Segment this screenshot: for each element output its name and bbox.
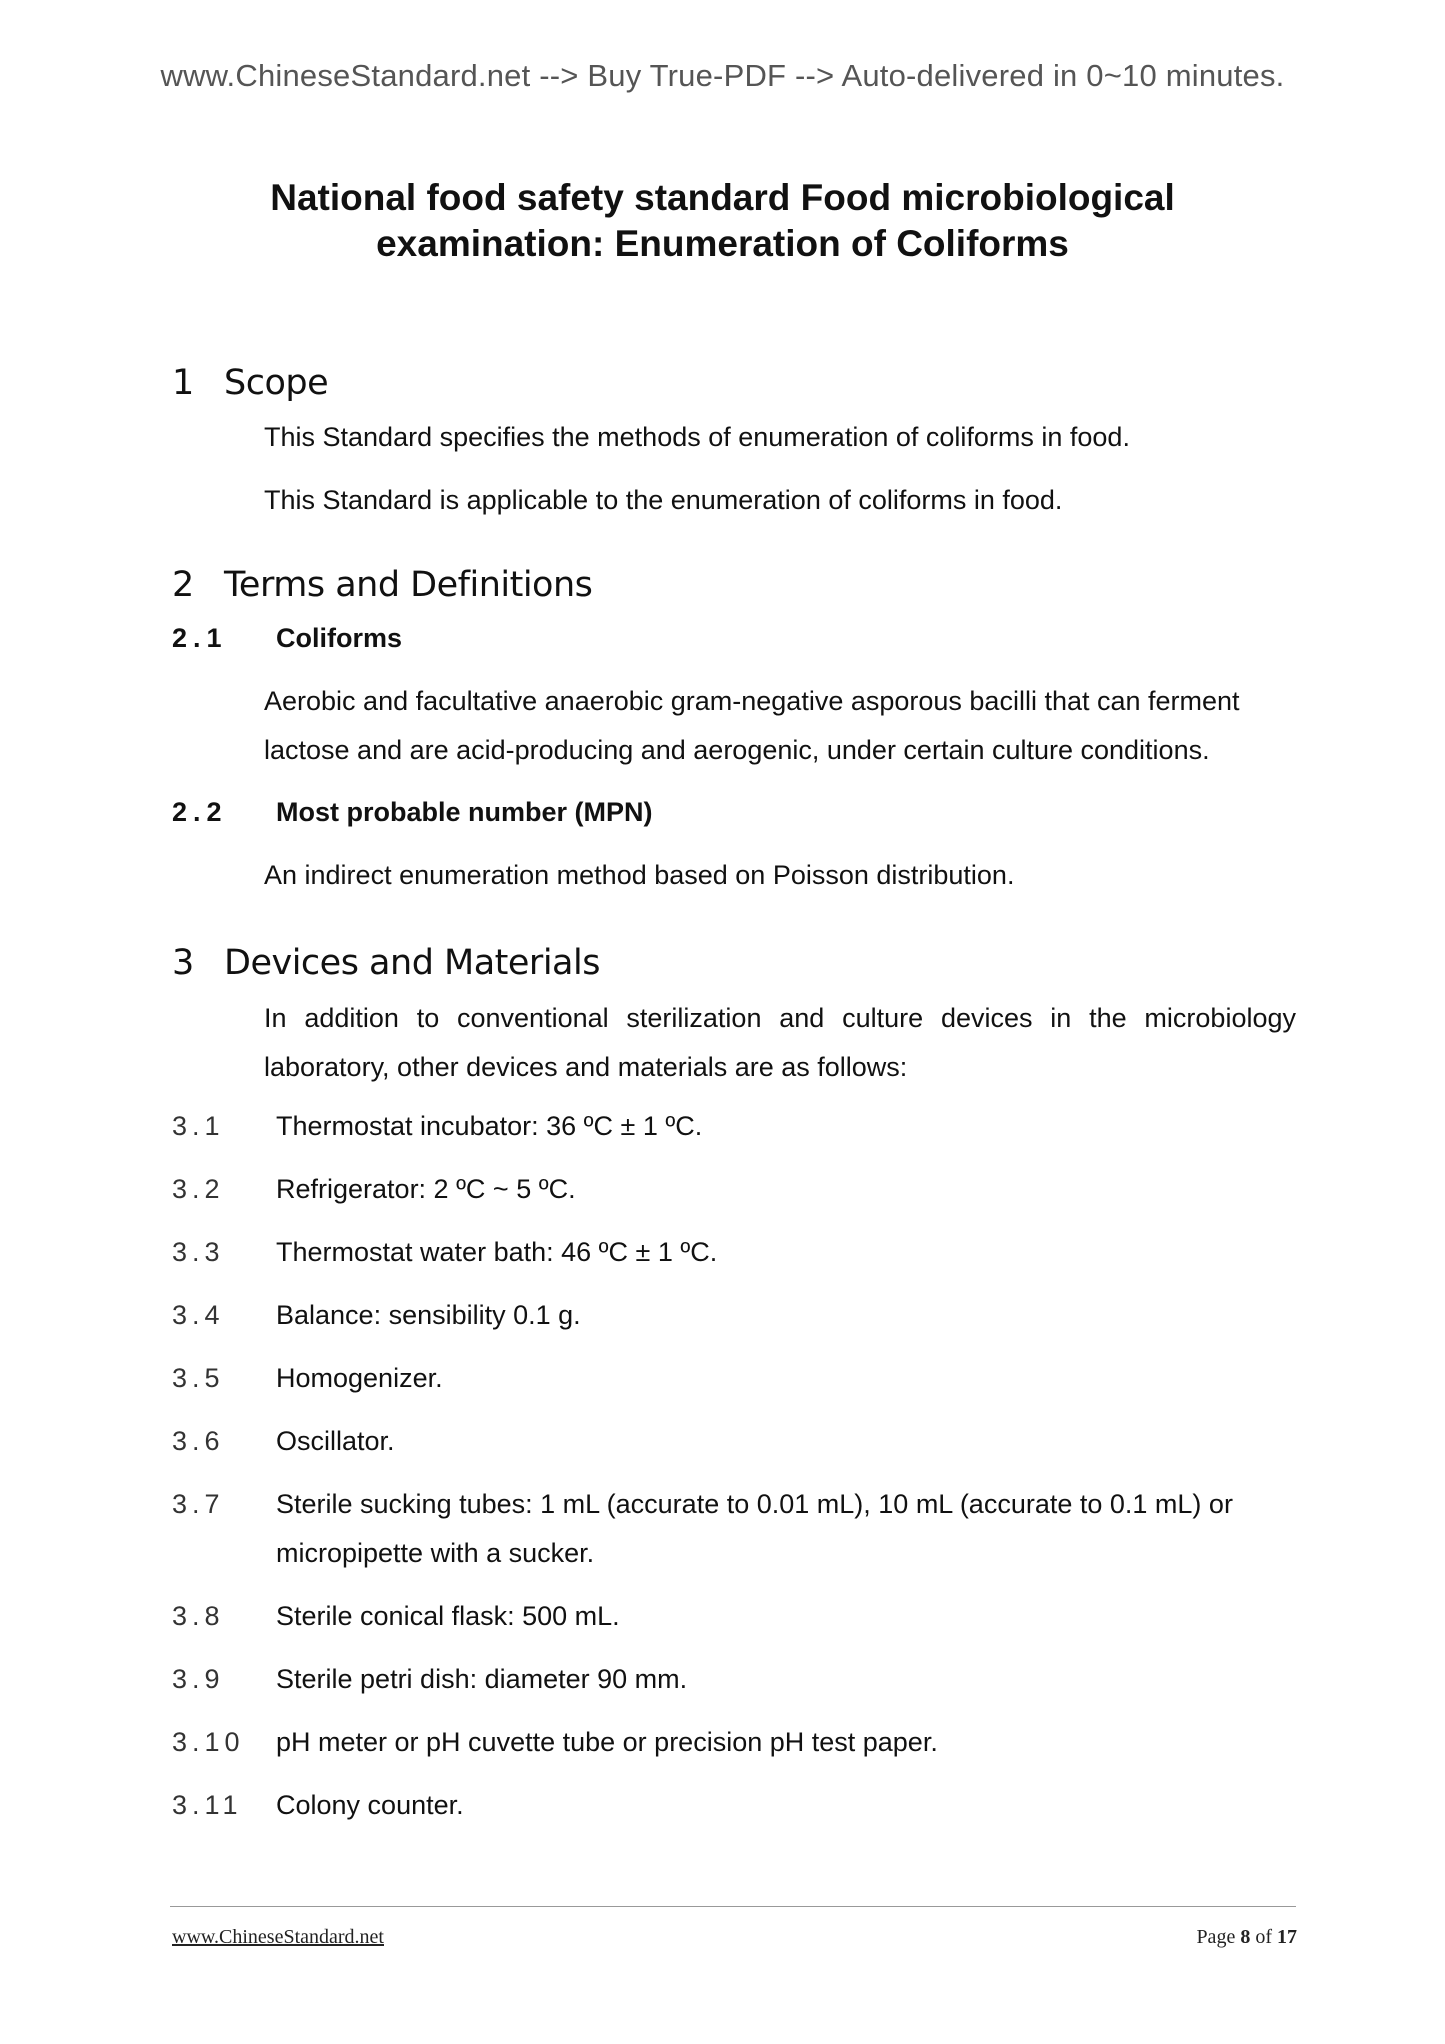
scope-paragraph-1: This Standard specifies the methods of enumeration of coliforms in food. [264, 422, 1130, 452]
list-item [172, 1102, 1296, 1151]
item-text: Homogenizer. [276, 1363, 443, 1393]
item-text: Thermostat incubator: 36 ºC ± 1 ºC. [276, 1111, 703, 1141]
section-title: Devices and Materials [224, 943, 600, 983]
page-label: Page [1196, 1926, 1236, 1948]
item-text: Oscillator. [276, 1426, 395, 1456]
item-text: Colony counter. [276, 1790, 464, 1820]
devices-intro: In addition to conventional sterilization and culture devices in the microbiology laboratory, other devices and materials are as follows: [264, 1003, 1296, 1082]
item-text: Sterile petri dish: diameter 90 mm. [276, 1664, 688, 1694]
footer-divider [170, 1906, 1296, 1907]
list-item [172, 1592, 1296, 1641]
item-number: 3.11 [172, 1790, 243, 1820]
list-item [172, 1165, 1296, 1214]
item-text: Sterile conical flask: 500 mL. [276, 1601, 620, 1631]
section-heading-scope [172, 362, 328, 404]
item-text: Refrigerator: 2 ºC ~ 5 ºC. [276, 1174, 576, 1204]
item-text: Balance: sensibility 0.1 g. [276, 1300, 581, 1330]
section-title: Scope [224, 363, 329, 403]
section-number: 1 [172, 363, 194, 403]
document-title-line-1: National food safety standard Food microbiological [270, 177, 1175, 218]
section-number: 2 [172, 565, 194, 605]
term-number: 2.1 [172, 623, 228, 653]
item-number: 3.10 [172, 1727, 245, 1757]
list-item [172, 1291, 1296, 1340]
term-definition-mpn: An indirect enumeration method based on Poisson distribution. [264, 860, 1015, 890]
term-title: Coliforms [276, 623, 403, 653]
item-number: 3.3 [172, 1237, 225, 1267]
footer-site-link[interactable]: www.ChineseStandard.net [172, 1926, 384, 1948]
document-title [0, 175, 1445, 267]
list-item [172, 1781, 1296, 1830]
item-text: pH meter or pH cuvette tube or precision pH test paper. [276, 1727, 938, 1757]
term-title: Most probable number (MPN) [276, 797, 653, 827]
section-heading-devices [172, 942, 600, 984]
list-item [172, 1228, 1296, 1277]
term-definition-coliforms: Aerobic and facultative anaerobic gram-negative asporous bacilli that can ferment lactose and are acid-producing and aerogenic, under certain culture conditions. [264, 686, 1240, 765]
list-item [172, 1718, 1296, 1767]
list-item [172, 1655, 1296, 1704]
item-number: 3.8 [172, 1601, 225, 1631]
section-number: 3 [172, 943, 194, 983]
page-total: 17 [1277, 1926, 1297, 1948]
item-number: 3.4 [172, 1300, 225, 1330]
item-number: 3.5 [172, 1363, 225, 1393]
term-heading-mpn [172, 795, 653, 829]
item-number: 3.7 [172, 1489, 225, 1519]
item-number: 3.1 [172, 1111, 225, 1141]
header-banner: www.ChineseStandard.net --> Buy True-PDF --> Auto-delivered in 0~10 minutes. [160, 58, 1285, 93]
list-item [172, 1417, 1296, 1466]
document-title-line-2: examination: Enumeration of Coliforms [376, 223, 1069, 264]
item-number: 3.2 [172, 1174, 225, 1204]
page-current: 8 [1240, 1926, 1251, 1948]
term-heading-coliforms [172, 621, 402, 655]
list-item [172, 1354, 1296, 1403]
item-text: Thermostat water bath: 46 ºC ± 1 ºC. [276, 1237, 718, 1267]
page-of: of [1255, 1926, 1272, 1948]
section-title: Terms and Definitions [224, 565, 593, 605]
item-number: 3.6 [172, 1426, 225, 1456]
item-number: 3.9 [172, 1664, 225, 1694]
page-number [1196, 1926, 1297, 1949]
term-number: 2.2 [172, 797, 228, 827]
item-text: Sterile sucking tubes: 1 mL (accurate to 0.01 mL), 10 mL (accurate to 0.1 mL) or micropipette with a sucker. [276, 1489, 1233, 1568]
section-heading-terms [172, 564, 592, 606]
scope-paragraph-2: This Standard is applicable to the enumeration of coliforms in food. [264, 485, 1063, 515]
list-item [172, 1480, 1296, 1578]
